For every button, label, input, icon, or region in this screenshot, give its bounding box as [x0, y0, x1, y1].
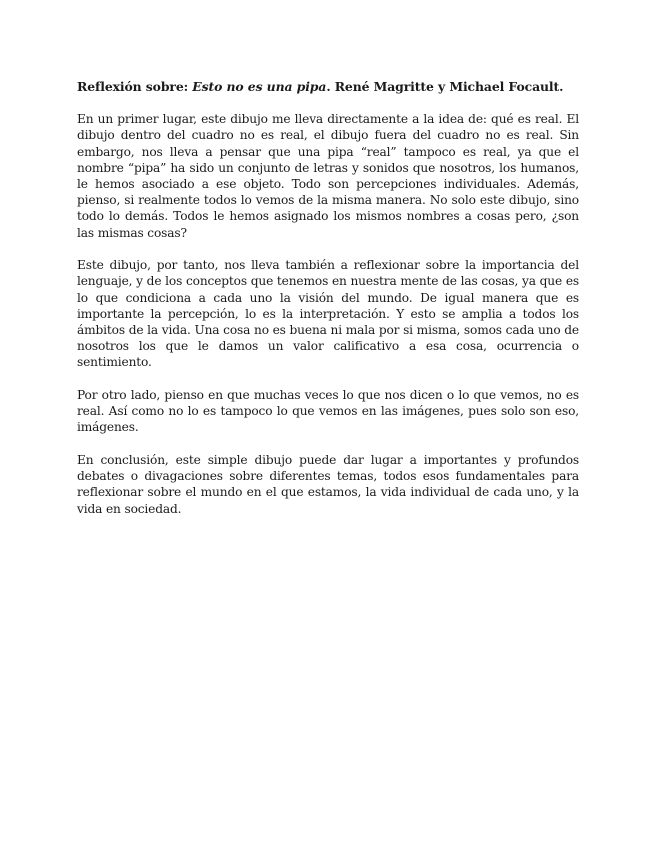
paragraph-3: Por otro lado, pienso en que muchas veces lo que nos dicen o lo que vemos, no es real. Así como no lo es tampoco lo que vemos en las imágenes, pues solo son eso, imágenes. [77, 388, 579, 435]
paragraph-1: En un primer lugar, este dibujo me lleva directamente a la idea de: qué es real. El dibujo dentro del cuadro no es real, el dibujo fuera del cuadro no es real. Sin embargo, nos lleva a pensar que una pipa “real” tampoco es real, ya que el nombre “pipa” ha sido un conjunto de letras y sonidos que nosotros, los humanos, le hemos asociado a ese objeto. Todo son percepciones individuales. Además, pienso, si realmente todos lo vemos de la misma manera. No solo este dibujo, sino todo lo demás. Todos le hemos asignado los mismos nombres a cosas pero, ¿son las mismas cosas? [77, 112, 579, 240]
document-title [77, 79, 579, 95]
title-suffix: . René Magritte y Michael Focault. [326, 79, 564, 94]
paragraph-2: Este dibujo, por tanto, nos lleva también a reflexionar sobre la importancia del lenguaje, y de los conceptos que tenemos en nuestra mente de las cosas, ya que es lo que condiciona a cada uno la visión del mundo. De igual manera que es importante la percepción, lo es la interpretación. Y esto se amplia a todos los ámbitos de la vida. Una cosa no es buena ni mala por si misma, somos cada uno de nosotros los que le damos un valor calificativo a esa cosa, ocurrencia o sentimiento. [77, 258, 579, 370]
paragraph-4: En conclusión, este simple dibujo puede dar lugar a importantes y profundos debates o divagaciones sobre diferentes temas, todos esos fundamentales para reflexionar sobre el mundo en el que estamos, la vida individual de cada uno, y la vida en sociedad. [77, 453, 579, 516]
document-body [77, 79, 579, 533]
title-prefix: Reflexión sobre: [77, 79, 193, 94]
title-work: Esto no es una pipa [192, 79, 327, 94]
